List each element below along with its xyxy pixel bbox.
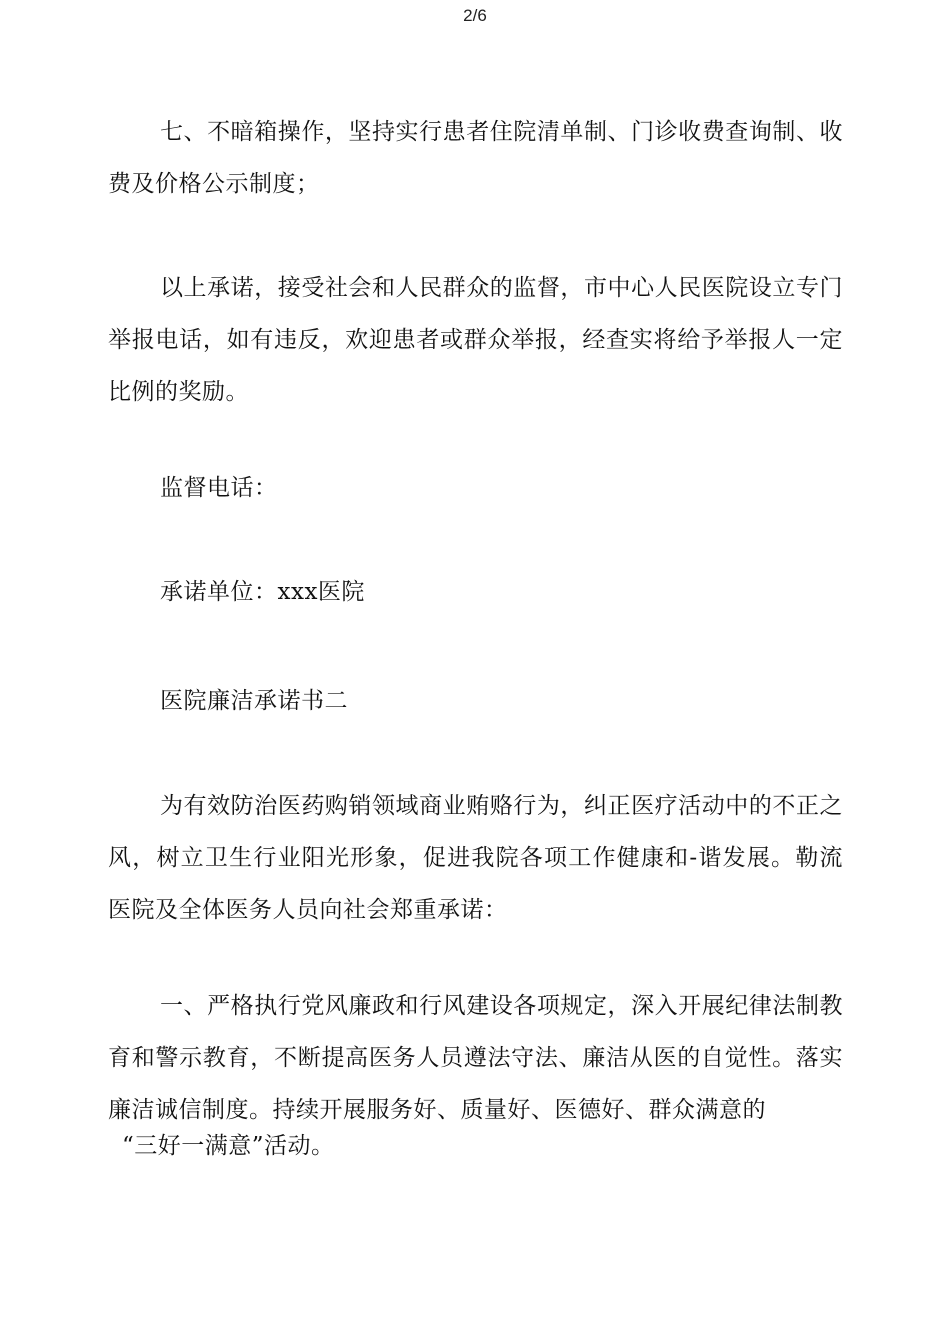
paragraph-supervision-phone: 监督电话：: [160, 475, 278, 501]
paragraph-item-one-continued: “三好一满意”活动。: [122, 1133, 335, 1159]
paragraph-commitment-supervision: 以上承诺，接受社会和人民群众的监督，市中心人民医院设立专门举报电话，如有违反，欢迎患者或群众举报，经查实将给予举报人一定比例的奖励。: [108, 275, 843, 405]
paragraph-preamble: 为有效防治医药购销领域商业贿赂行为，纠正医疗活动中的不正之风，树立卫生行业阳光形象，促进我院各项工作健康和-谐发展。勒流医院及全体医务人员向社会郑重承诺：: [108, 793, 843, 923]
paragraph-item-one: 一、严格执行党风廉政和行风建设各项规定，深入开展纪律法制教育和警示教育，不断提高医务人员遵法守法、廉洁从医的自觉性。落实廉洁诚信制度。持续开展服务好、质量好、医德好、群众满意的: [108, 993, 843, 1123]
paragraph-committing-unit: 承诺单位：xxx医院: [160, 579, 365, 605]
page-number: 2/6: [463, 6, 487, 25]
paragraph-item-seven: 七、不暗箱操作，坚持实行患者住院清单制、门诊收费查询制、收费及价格公示制度；: [108, 119, 843, 197]
section-title-commitment-two: 医院廉洁承诺书二: [160, 688, 348, 714]
